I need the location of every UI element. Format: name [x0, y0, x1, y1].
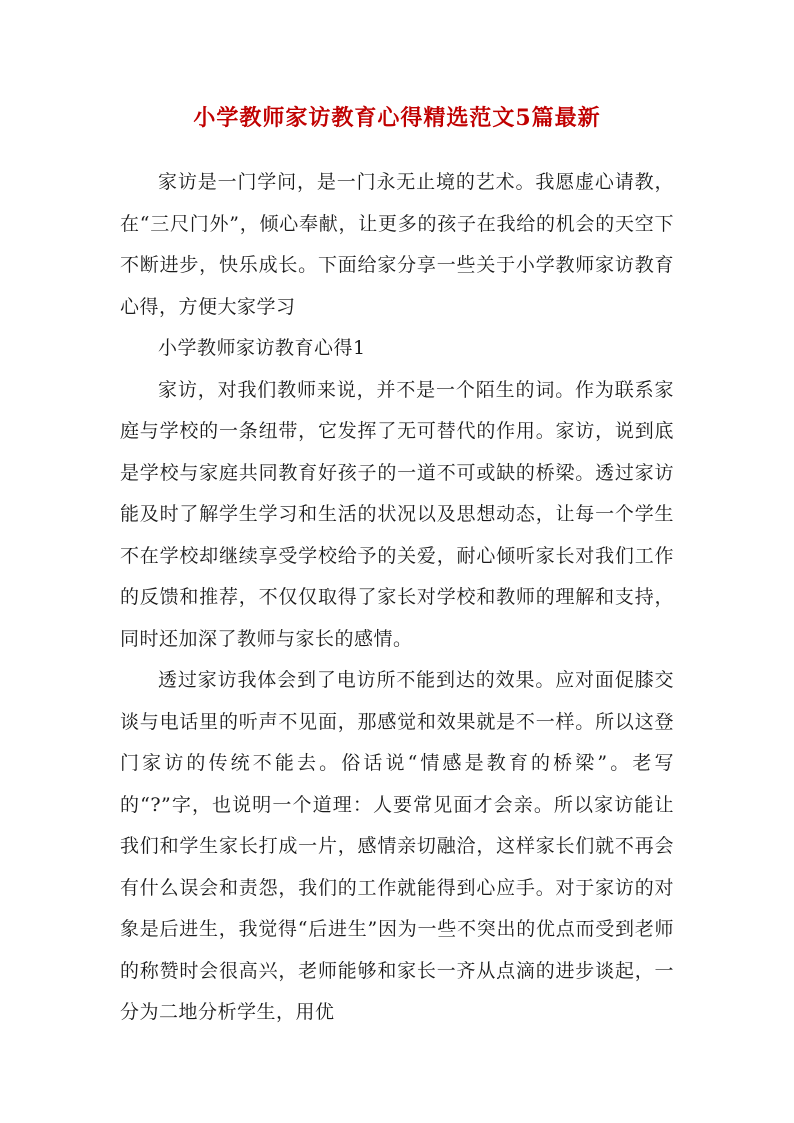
intro-paragraph: 家访是一门学问，是一门永无止境的艺术。我愿虚心请教，在“三尺门外”，倾心奉献，让更多的孩子在我给的机会的天空下不断进步，快乐成长。下面给家分享一些关于小学教师家访教育心得，方便大家学习	[120, 171, 674, 318]
section-heading: 小学教师家访教育心得1	[158, 337, 366, 359]
body-paragraph: 家访，对我们教师来说，并不是一个陌生的词。作为联系家庭与学校的一条纽带，它发挥了无可替代的作用。家访，说到底是学校与家庭共同教育好孩子的一道不可或缺的桥梁。透过家访能及时了解学生学习和生活的状况以及思想动态，让每一个学生不在学校却继续享受学校给予的关爱，耐心倾听家长对我们工作的反馈和推荐，不仅仅取得了家长对学校和教师的理解和支持，同时还加深了教师与家长的感情。	[120, 378, 674, 650]
body-paragraph: 透过家访我体会到了电访所不能到达的效果。应对面促膝交谈与电话里的听声不见面，那感觉和效果就是不一样。所以这登门家访的传统不能去。俗话说“情感是教育的桥梁”。老写的“?”字，也说明一个道理：人要常见面才会亲。所以家访能让我们和学生家长打成一片，感情亲切融洽，这样家长们就不再会有什么误会和责怨，我们的工作就能得到心应手。对于家访的对象是后进生，我觉得“后进生”因为一些不突出的优点而受到老师的称赞时会很高兴，老师能够和家长一齐从点滴的进步谈起，一分为二地分析学生，用优	[120, 669, 674, 1023]
document-title: 小学教师家访教育心得精选范文5篇最新	[193, 105, 601, 131]
